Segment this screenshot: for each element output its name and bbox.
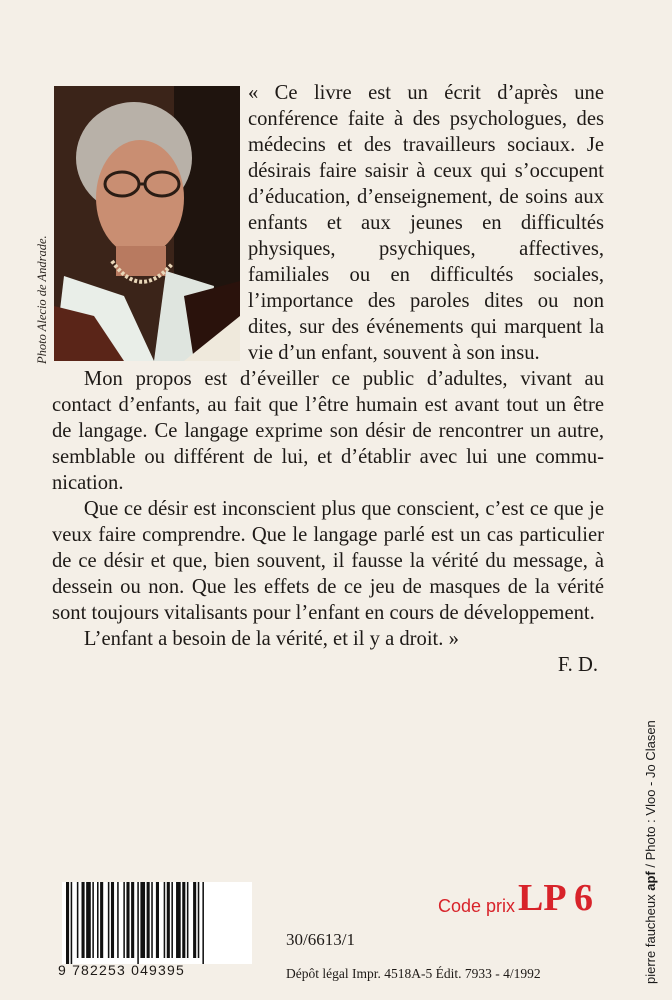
barcode-bar [117,882,119,958]
legal-deposit: Dépôt légal Impr. 4518A-5 Édit. 7933 - 4/1992 [286,966,541,981]
photo-attribution: / Photo : Vloo - Jo Clasen [643,720,658,868]
barcode-bar [167,882,170,958]
barcode-bar [97,882,99,958]
reference-number: 30/6613/1 [286,930,355,949]
back-cover-quote [52,80,604,678]
barcode-bar [66,882,69,964]
barcode-bar [126,882,129,958]
barcode-bar [156,882,159,958]
barcode-bar [131,882,134,958]
isbn-barcode [62,882,252,964]
photo-credit: Photo Alecio de Andrade. [35,235,49,364]
quote-paragraph-2: Mon propos est d’éveiller ce public d’adultes, vivant au contact d’enfants, au fait que l’être humain est avant tout un être de langage. Ce langage exprime son désir de rencontrer un autre, semblable ou différent de lui, et d’établir avec lui une communication. [52,368,604,494]
photo-wrap-space [52,80,248,366]
barcode-bar [108,882,110,958]
price-code: LP 6 [518,877,593,919]
barcode-bar [198,882,200,958]
barcode-bar [193,882,196,958]
barcode-bar [151,882,153,958]
barcode-bar [137,882,139,964]
cover-credit [640,606,662,984]
barcode-bar [187,882,189,958]
barcode-bar [164,882,166,958]
barcode-bar [147,882,150,958]
quote-paragraph-3: Que ce désir est inconscient plus que conscient, c’est ce que je veux faire comprendre. Que le langage parlé est un cas particulier de ce désir et que, bien souvent, il fausse la vérité du message, à dessein ou non. Que les effets de ce jeu de masques de la vérité sont toujours vitalisants pour l’enfant en cours de développement. [52,498,604,624]
barcode-bar [86,882,91,958]
barcode-number: 9 782253 049395 [58,962,185,978]
barcode-bar [140,882,145,958]
barcode-bar [202,882,204,964]
barcode-bar [92,882,94,958]
quote-paragraph-4: L’enfant a besoin de la vérité, et il y a droit. » [83,628,459,650]
barcode-bar [182,882,185,958]
barcode-bar [123,882,125,958]
quote-paragraph-1: « Ce livre est un écrit d’après une conférence faite à des psychologues, des médecins et des travailleurs sociaux. Je désirais faire saisir à ceux qui s’occupent d’éducation, d’enseignement, de soins aux enfants et aux jeunes en difficultés physiques, psychiques, affectives, familiales ou en difficultés sociales, l’importance des paroles dites ou non dites, sur des événements qui marquent la vie d’un enfant, souvent à son insu. [248,82,604,364]
barcode-bar [111,882,114,958]
designer-brand: apf [643,871,658,891]
price-label: Code prix [438,896,516,916]
barcode-bar [100,882,103,958]
barcode-bar [176,882,181,958]
barcode-bar [82,882,85,958]
barcode-bar [77,882,79,958]
signature: F. D. [557,654,598,676]
designer-name: pierre faucheux [643,894,658,984]
barcode-bar [71,882,73,964]
barcode-bar [171,882,173,958]
